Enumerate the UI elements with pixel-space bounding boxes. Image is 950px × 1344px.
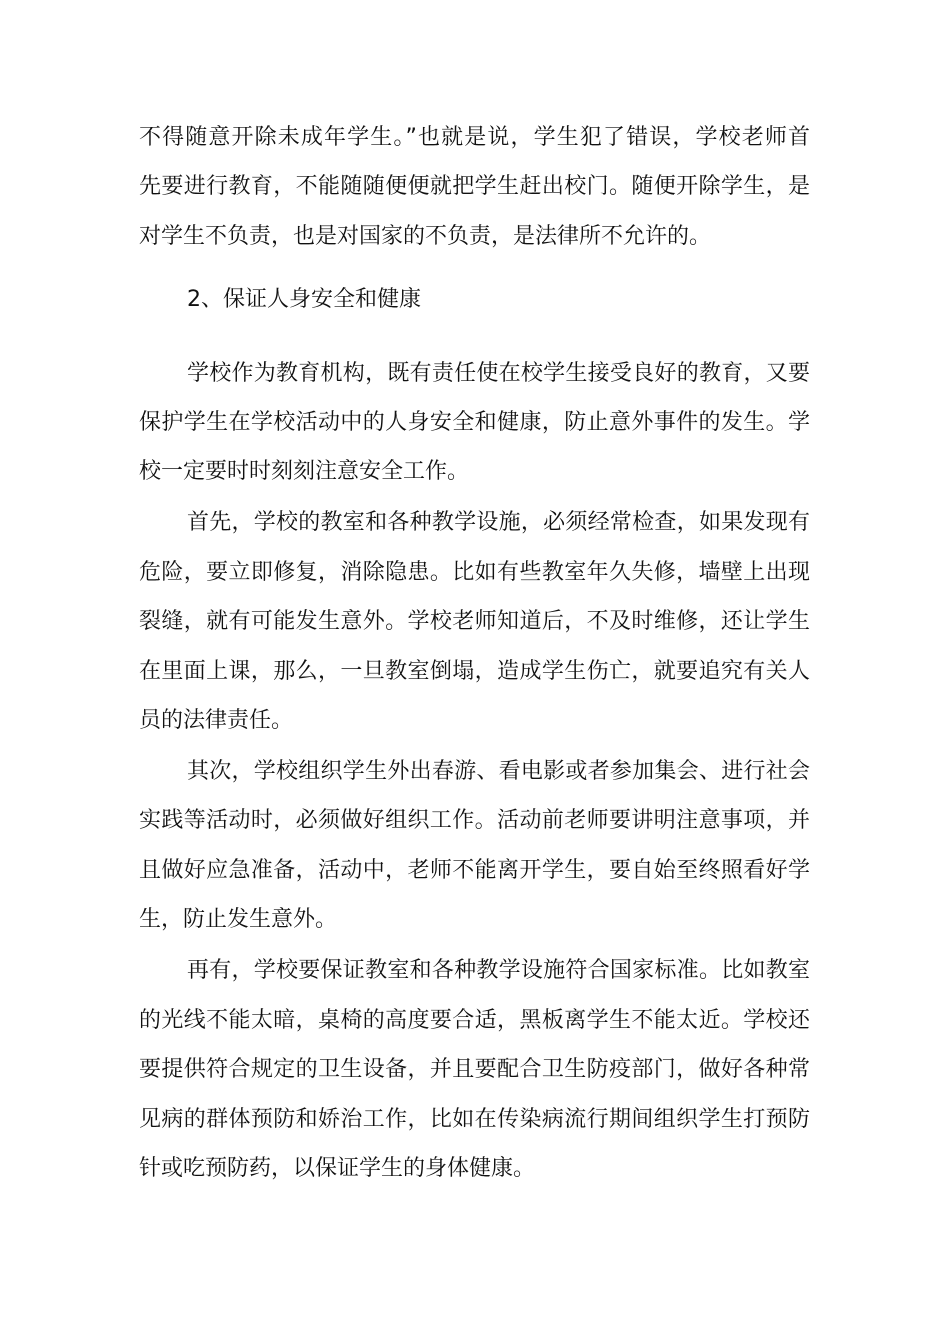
- paragraph-line: 实践等活动时，必须做好组织工作。活动前老师要讲明注意事项，并: [139, 808, 810, 833]
- paragraph-line: 裂缝，就有可能发生意外。学校老师知道后，不及时维修，还让学生: [139, 609, 810, 634]
- paragraph-line: 要提供符合规定的卫生设备，并且要配合卫生防疫部门，做好各种常: [139, 1057, 810, 1082]
- paragraph-line: 的光线不能太暗，桌椅的高度要合适，黑板离学生不能太近。学校还: [139, 1008, 810, 1033]
- paragraph-line: 不得随意开除未成年学生。”也就是说，学生犯了错误，学校老师首: [139, 125, 810, 150]
- paragraph-line: 其次，学校组织学生外出春游、看电影或者参加集会、进行社会: [187, 759, 810, 784]
- paragraph-line: 学校作为教育机构，既有责任使在校学生接受良好的教育，又要: [187, 361, 810, 386]
- paragraph-line: 先要进行教育，不能随随便便就把学生赶出校门。随便开除学生，是: [139, 174, 810, 199]
- paragraph-line: 生，防止发生意外。: [139, 907, 338, 932]
- paragraph-line: 针或吃预防药，以保证学生的身体健康。: [139, 1156, 536, 1181]
- section-heading: 2、保证人身安全和健康: [187, 287, 421, 312]
- paragraph-line: 对学生不负责，也是对国家的不负责，是法律所不允许的。: [139, 224, 712, 249]
- paragraph-line: 在里面上课，那么，一旦教室倒塌，造成学生伤亡，就要追究有关人: [139, 659, 810, 684]
- paragraph-line: 再有，学校要保证教室和各种教学设施符合国家标准。比如教室: [187, 958, 810, 983]
- paragraph-line: 首先，学校的教室和各种教学设施，必须经常检查，如果发现有: [187, 510, 810, 535]
- paragraph-line: 校一定要时时刻刻注意安全工作。: [139, 459, 470, 484]
- paragraph-line: 危险，要立即修复，消除隐患。比如有些教室年久失修，墙壁上出现: [139, 560, 810, 585]
- paragraph-line: 见病的群体预防和娇治工作，比如在传染病流行期间组织学生打预防: [139, 1107, 810, 1132]
- paragraph-line: 员的法律责任。: [139, 708, 294, 733]
- paragraph-line: 保护学生在学校活动中的人身安全和健康，防止意外事件的发生。学: [139, 410, 810, 435]
- paragraph-line: 且做好应急准备，活动中，老师不能离开学生，要自始至终照看好学: [139, 858, 810, 883]
